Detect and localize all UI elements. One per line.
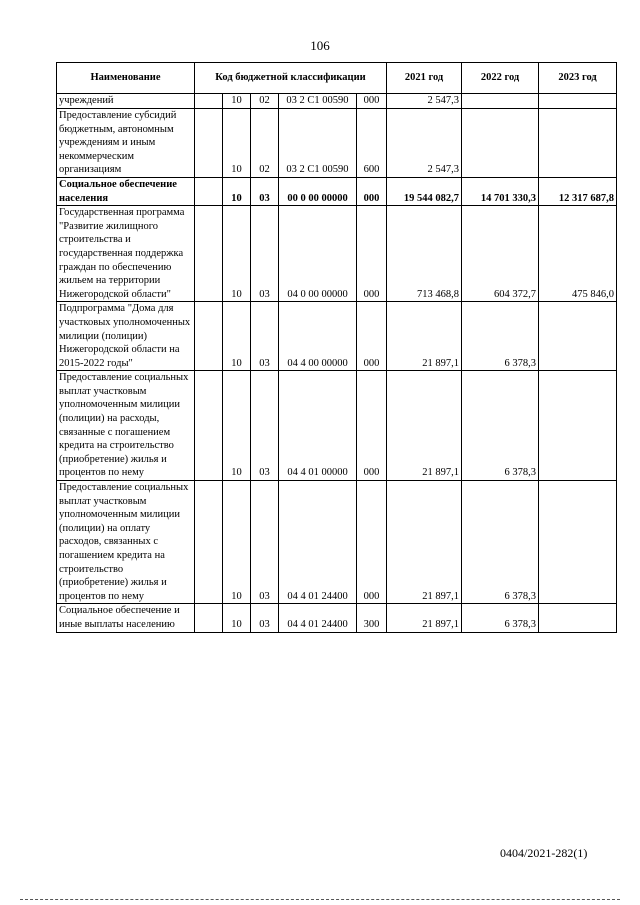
row-target-code: 04 4 01 24400 [279, 604, 357, 632]
row-section: 10 [223, 371, 251, 481]
row-target-code: 03 2 С1 00590 [279, 94, 357, 109]
row-value-2021: 713 468,8 [387, 206, 462, 302]
row-name: Социальное обеспечение населения [57, 177, 195, 205]
row-subsection: 03 [251, 371, 279, 481]
row-value-2021: 21 897,1 [387, 302, 462, 371]
row-value-2022: 6 378,3 [462, 604, 539, 632]
row-value-2022: 6 378,3 [462, 481, 539, 604]
row-name: Предоставление субсидий бюджетным, автономным учреждениям и иным некоммерческим организациям [57, 109, 195, 178]
row-name: Предоставление социальных выплат участковым уполномоченным милиции (полиции) на оплату расходов, связанных с погашением кредита на строительство (приобретение) жилья и процентов по нему [57, 481, 195, 604]
row-subsection: 02 [251, 94, 279, 109]
row-value-2022: 6 378,3 [462, 302, 539, 371]
row-value-2023: 475 846,0 [539, 206, 617, 302]
row-expense-type: 300 [357, 604, 387, 632]
row-value-2022: 604 372,7 [462, 206, 539, 302]
row-subsection: 03 [251, 177, 279, 205]
row-value-2021: 21 897,1 [387, 604, 462, 632]
document-code: 0404/2021-282(1) [500, 846, 588, 860]
table-row [57, 109, 617, 178]
row-target-code: 04 4 01 00000 [279, 371, 357, 481]
row-section: 10 [223, 206, 251, 302]
row-blank [195, 604, 223, 632]
table-header-row [57, 63, 617, 94]
row-target-code: 00 0 00 00000 [279, 177, 357, 205]
row-section: 10 [223, 481, 251, 604]
row-target-code: 04 4 01 24400 [279, 481, 357, 604]
table-row [57, 604, 617, 632]
header-2022: 2022 год [462, 63, 539, 94]
row-blank [195, 177, 223, 205]
row-expense-type: 000 [357, 371, 387, 481]
row-section: 10 [223, 302, 251, 371]
row-section: 10 [223, 109, 251, 178]
row-blank [195, 302, 223, 371]
row-value-2022: 14 701 330,3 [462, 177, 539, 205]
row-expense-type: 000 [357, 177, 387, 205]
row-subsection: 03 [251, 206, 279, 302]
row-expense-type: 000 [357, 302, 387, 371]
table-row [57, 94, 617, 109]
row-expense-type: 000 [357, 94, 387, 109]
row-value-2023 [539, 94, 617, 109]
row-subsection: 03 [251, 302, 279, 371]
row-blank [195, 481, 223, 604]
table-row [57, 371, 617, 481]
row-name: учреждений [57, 94, 195, 109]
row-value-2021: 21 897,1 [387, 481, 462, 604]
header-2021: 2021 год [387, 63, 462, 94]
row-name: Подпрограмма "Дома для участковых уполномоченных милиции (полиции) Нижегородской области на 2015-2022 годы" [57, 302, 195, 371]
row-value-2023 [539, 604, 617, 632]
row-value-2021: 2 547,3 [387, 94, 462, 109]
row-value-2021: 19 544 082,7 [387, 177, 462, 205]
row-blank [195, 206, 223, 302]
row-value-2023 [539, 109, 617, 178]
header-name: Наименование [57, 63, 195, 94]
row-name: Предоставление социальных выплат участковым уполномоченным милиции (полиции) на расходы, связанные с погашением кредита на строительство (приобретение) жилья и процентов по нему [57, 371, 195, 481]
row-blank [195, 371, 223, 481]
row-value-2023: 12 317 687,8 [539, 177, 617, 205]
row-expense-type: 000 [357, 206, 387, 302]
table-row [57, 481, 617, 604]
table-row [57, 302, 617, 371]
header-code: Код бюджетной классификации [195, 63, 387, 94]
row-blank [195, 94, 223, 109]
row-target-code: 04 0 00 00000 [279, 206, 357, 302]
row-expense-type: 600 [357, 109, 387, 178]
row-value-2023 [539, 302, 617, 371]
row-value-2022 [462, 94, 539, 109]
row-name: Социальное обеспечение и иные выплаты населению [57, 604, 195, 632]
row-subsection: 02 [251, 109, 279, 178]
row-value-2022 [462, 109, 539, 178]
header-2023: 2023 год [539, 63, 617, 94]
row-target-code: 04 4 00 00000 [279, 302, 357, 371]
row-value-2023 [539, 481, 617, 604]
bottom-divider [20, 899, 620, 900]
row-section: 10 [223, 94, 251, 109]
page-number: 106 [310, 38, 330, 53]
row-subsection: 03 [251, 604, 279, 632]
row-name: Государственная программа "Развитие жилищного строительства и государственная поддержка граждан по обеспечению жильем на территории Нижегородской области" [57, 206, 195, 302]
row-subsection: 03 [251, 481, 279, 604]
budget-table [56, 62, 617, 633]
table-row [57, 206, 617, 302]
row-blank [195, 109, 223, 178]
row-section: 10 [223, 604, 251, 632]
row-value-2022: 6 378,3 [462, 371, 539, 481]
row-value-2021: 2 547,3 [387, 109, 462, 178]
table-row [57, 177, 617, 205]
row-value-2023 [539, 371, 617, 481]
row-section: 10 [223, 177, 251, 205]
row-target-code: 03 2 С1 00590 [279, 109, 357, 178]
row-expense-type: 000 [357, 481, 387, 604]
row-value-2021: 21 897,1 [387, 371, 462, 481]
